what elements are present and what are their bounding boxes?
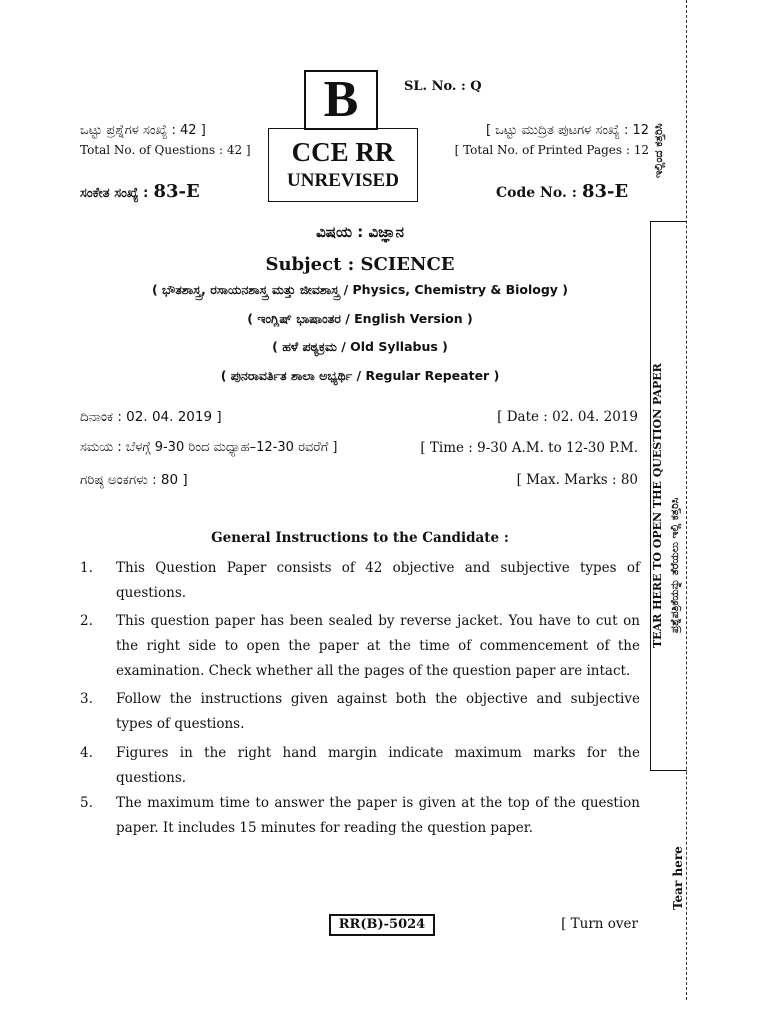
instruction-text: Figures in the right hand margin indicate maximum marks for the questions. bbox=[116, 745, 640, 786]
subject-english: Subject : SCIENCE bbox=[265, 254, 455, 275]
instruction-item bbox=[80, 609, 640, 684]
instruction-number: 3. bbox=[80, 691, 93, 707]
max-marks-english: [ Max. Marks : 80 bbox=[516, 472, 638, 488]
language-version: ( ಇಂಗ್ಲಿಷ್ ಭಾಷಾಂತರ / English Version ) bbox=[247, 311, 473, 326]
instruction-number: 2. bbox=[80, 613, 93, 629]
instructions-heading: General Instructions to the Candidate : bbox=[211, 530, 509, 546]
time-english: [ Time : 9-30 A.M. to 12-30 P.M. bbox=[420, 440, 638, 456]
serial-number: SL. No. : Q bbox=[404, 79, 482, 94]
instruction-number: 4. bbox=[80, 745, 93, 761]
max-marks-kannada: ಗರಿಷ್ಠ ಅಂಕಗಳು : 80 ] bbox=[80, 472, 188, 488]
instruction-text: This question paper has been sealed by reverse jacket. You have to cut on the right side to open the paper at the time of commencement of the examination. Check whether all the pages of the question paper are intact. bbox=[116, 613, 640, 679]
syllabus-type: ( ಹಳೆ ಪಠ್ಯಕ್ರಮ / Old Syllabus ) bbox=[272, 339, 448, 354]
instruction-item bbox=[80, 556, 640, 606]
instruction-text: This Question Paper consists of 42 objective and subjective types of questions. bbox=[116, 560, 640, 601]
instruction-number: 5. bbox=[80, 795, 93, 811]
code-kannada-value: 83-E bbox=[153, 181, 200, 202]
subject-kannada: ವಿಷಯ : ವಿಜ್ಞಾನ bbox=[316, 223, 404, 241]
exam-title: CCE RR bbox=[291, 137, 395, 167]
total-pages-kannada: [ ಒಟ್ಟು ಮುದ್ರಿತ ಪುಟಗಳ ಸಂಖ್ಯೆ : 12 bbox=[485, 123, 649, 138]
instruction-item bbox=[80, 791, 640, 841]
total-questions-english: Total No. of Questions : 42 ] bbox=[80, 143, 251, 157]
code-english-label: Code No. : bbox=[496, 185, 577, 201]
exam-title-box bbox=[268, 128, 418, 202]
exam-subtitle: UNREVISED bbox=[287, 170, 399, 191]
total-questions-kannada: ಒಟ್ಟು ಪ್ರಶ್ನೆಗಳ ಸಂಖ್ಯೆ : 42 ] bbox=[80, 123, 206, 138]
code-english-value: 83-E bbox=[581, 181, 629, 202]
instruction-number: 1. bbox=[80, 560, 93, 576]
tear-here-english: TEAR HERE TO OPEN THE QUESTION PAPER bbox=[651, 363, 664, 648]
series-letter-box: B bbox=[304, 70, 378, 130]
instruction-item bbox=[80, 741, 640, 791]
code-kannada bbox=[80, 181, 200, 202]
instruction-item bbox=[80, 687, 640, 737]
code-kannada-label: ಸಂಕೇತ ಸಂಖ್ಯೆ : bbox=[80, 186, 149, 201]
date-english: [ Date : 02. 04. 2019 bbox=[497, 409, 638, 425]
total-pages-english: [ Total No. of Printed Pages : 12 bbox=[454, 143, 649, 157]
instruction-text: Follow the instructions given against both the objective and subjective types of questions. bbox=[116, 691, 640, 732]
paper-code: RR(B)-5024 bbox=[329, 914, 435, 936]
candidate-type: ( ಪುನರಾವರ್ತಿತ ಶಾಲಾ ಅಭ್ಯರ್ಥಿ / Regular Repeater ) bbox=[220, 368, 500, 383]
subject-branches: ( ಭೌತಶಾಸ್ತ್ರ, ರಸಾಯನಶಾಸ್ತ್ರ ಮತ್ತು ಜೀವಶಾಸ್ತ್ರ / Physics, Chemistry & Biology ) bbox=[151, 282, 569, 297]
instruction-text: The maximum time to answer the paper is given at the top of the question paper. It includes 15 minutes for reading the question paper. bbox=[116, 795, 640, 836]
cut-here-kannada-top: ಇಲ್ಲಿಂದ ಕತ್ತರಿಸಿ bbox=[652, 123, 665, 178]
tear-here-label: Tear here bbox=[671, 846, 685, 910]
code-english bbox=[496, 181, 628, 202]
date-kannada: ದಿನಾಂಕ : 02. 04. 2019 ] bbox=[80, 409, 222, 425]
tear-here-kannada: ಪ್ರಶ್ನೆಪತ್ರಿಕೆಯನ್ನು ತೆರೆಯಲು ಇಲ್ಲಿ ಕತ್ತರಿಸಿ bbox=[669, 497, 681, 633]
turn-over: [ Turn over bbox=[561, 916, 638, 932]
time-kannada: ಸಮಯ : ಬೆಳಗ್ಗೆ 9-30 ರಿಂದ ಮಧ್ಯಾಹ–12-30 ರವರೆಗೆ ] bbox=[80, 440, 338, 455]
